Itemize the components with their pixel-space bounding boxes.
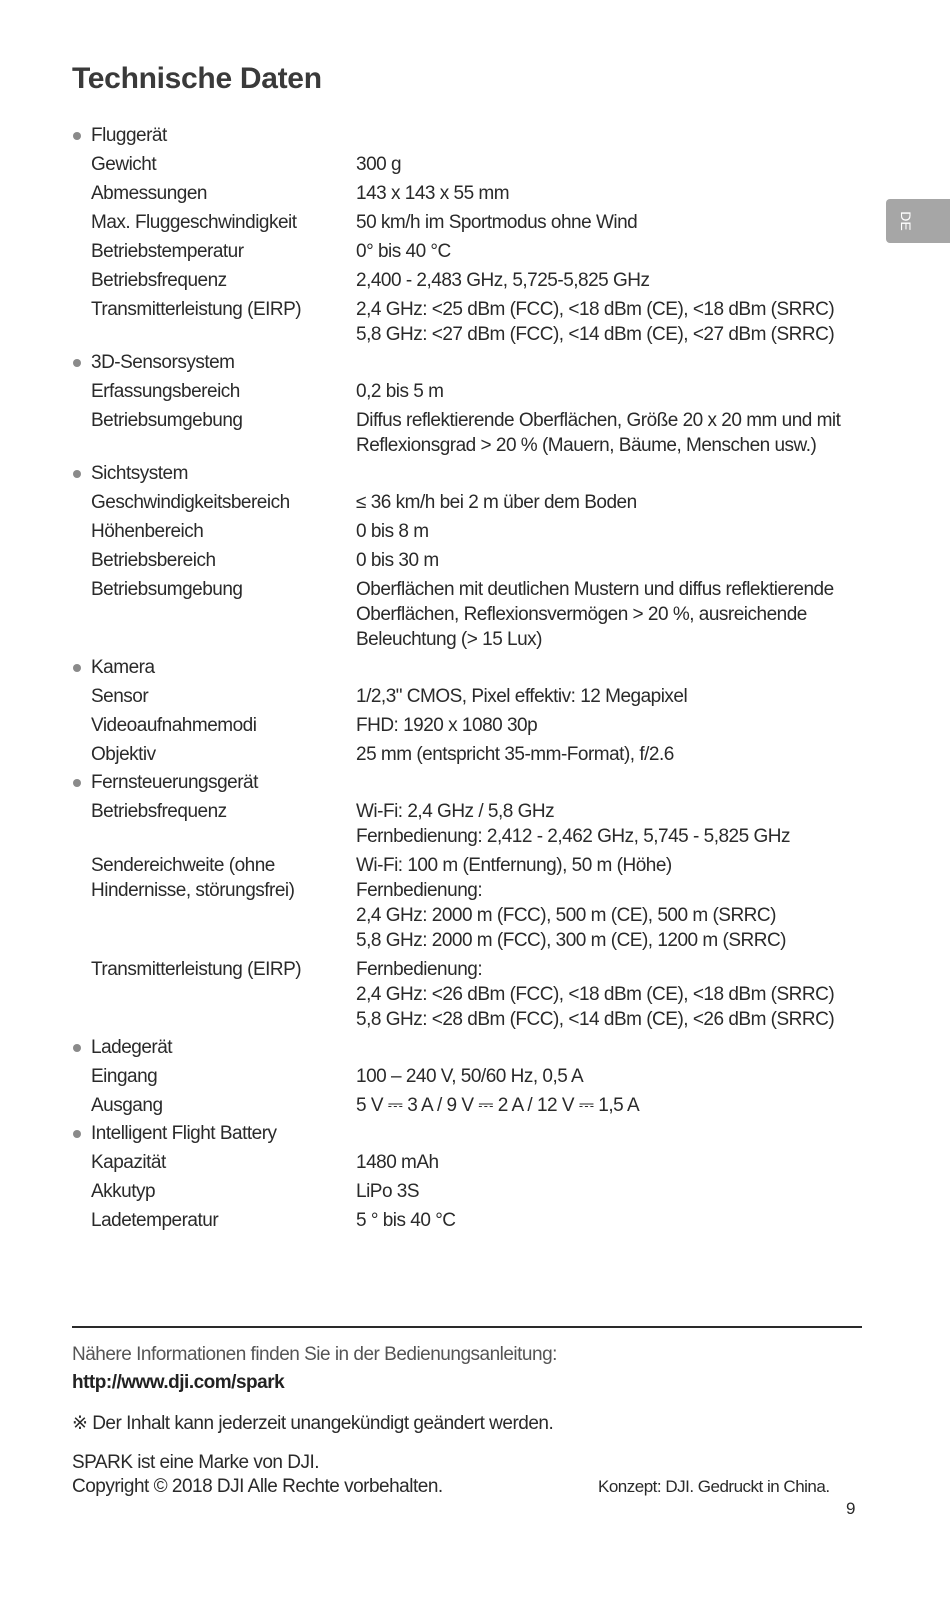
spec-value	[356, 1064, 862, 1089]
spec-value-line: 300 g	[356, 154, 402, 175]
spec-row	[72, 210, 862, 235]
spec-row	[72, 957, 862, 1032]
section-title	[72, 350, 862, 375]
spec-value	[356, 1093, 862, 1118]
spec-list	[72, 120, 862, 1233]
section-title-text: Kamera	[91, 657, 155, 678]
spec-value	[356, 519, 862, 544]
spec-value-line: 100 – 240 V, 50/60 Hz, 0,5 A	[356, 1066, 584, 1087]
bullet-icon	[73, 664, 81, 672]
spec-value	[356, 379, 862, 404]
spec-value-line: 5 ° bis 40 °C	[356, 1210, 456, 1231]
spec-label: Ladetemperatur	[91, 1210, 219, 1231]
spec-row	[72, 268, 862, 293]
spec-value-line: Diffus reflektierende Oberflächen, Größe 20 x 20 mm und mit Reflexionsgrad > 20 % (Mauern, Bäume, Menschen usw.)	[356, 410, 841, 456]
spec-value-line: 2,4 GHz: <25 dBm (FCC), <18 dBm (CE), <18 dBm (SRRC)	[356, 299, 835, 320]
spec-value-line: 0° bis 40 °C	[356, 241, 451, 262]
spec-label: Erfassungsbereich	[91, 381, 240, 402]
spec-row	[72, 152, 862, 177]
spec-row	[72, 1208, 862, 1233]
spec-label: Eingang	[91, 1066, 158, 1087]
spec-label: Objektiv	[91, 744, 156, 765]
bullet-icon	[73, 132, 81, 140]
spec-row	[72, 853, 862, 953]
divider	[72, 1326, 862, 1328]
spec-value	[356, 297, 862, 347]
section-title-text: Sichtsystem	[91, 463, 188, 484]
spec-value	[356, 1208, 862, 1233]
spec-value	[356, 1150, 862, 1175]
spec-value-line: Fernbedienung: 2,412 - 2,462 GHz, 5,745 - 5,825 GHz	[356, 826, 790, 847]
bullet-icon	[73, 470, 81, 478]
spec-row	[72, 1064, 862, 1089]
spec-value-line: 5,8 GHz: <27 dBm (FCC), <14 dBm (CE), <27 dBm (SRRC)	[356, 324, 835, 345]
more-info-text: Nähere Informationen finden Sie in der Bedienungsanleitung:	[72, 1344, 557, 1365]
spec-label: Videoaufnahmemodi	[91, 715, 257, 736]
spec-value-line: 5,8 GHz: 2000 m (FCC), 300 m (CE), 1200 m (SRRC)	[356, 930, 786, 951]
bullet-icon	[73, 359, 81, 367]
spec-label: Abmessungen	[91, 183, 207, 204]
spec-value-line: 2,4 GHz: 2000 m (FCC), 500 m (CE), 500 m (SRRC)	[356, 905, 776, 926]
spec-value-line: 25 mm (entspricht 35-mm-Format), f/2.6	[356, 744, 674, 765]
trademark-text: SPARK ist eine Marke von DJI.	[72, 1452, 320, 1473]
spec-value-line: FHD: 1920 x 1080 30p	[356, 715, 538, 736]
spec-row	[72, 408, 862, 458]
spec-label: Betriebsumgebung	[91, 579, 243, 600]
section-title-text: Fernsteuerungsgerät	[91, 772, 258, 793]
spec-value-line: 0 bis 8 m	[356, 521, 429, 542]
page-title: Technische Daten	[72, 62, 322, 95]
section-title-text: Intelligent Flight Battery	[91, 1123, 277, 1144]
language-tab	[886, 199, 950, 243]
spec-value-line: 5,8 GHz: <28 dBm (FCC), <14 dBm (CE), <26 dBm (SRRC)	[356, 1009, 835, 1030]
spec-row	[72, 519, 862, 544]
spec-row	[72, 713, 862, 738]
spec-label: Geschwindigkeitsbereich	[91, 492, 290, 513]
spec-value	[356, 799, 862, 849]
spec-value-line: Fernbedienung:	[356, 880, 483, 901]
spec-label: Betriebstemperatur	[91, 241, 244, 262]
website-link[interactable]: http://www.dji.com/spark	[72, 1372, 285, 1393]
section-title-text: 3D-Sensorsystem	[91, 352, 235, 373]
spec-label: Betriebsfrequenz	[91, 801, 227, 822]
spec-value	[356, 152, 862, 177]
spec-row	[72, 1150, 862, 1175]
bullet-icon	[73, 779, 81, 787]
spec-value	[356, 548, 862, 573]
spec-row	[72, 577, 862, 652]
spec-label: Betriebsumgebung	[91, 410, 243, 431]
bullet-icon	[73, 1130, 81, 1138]
spec-label: Sendereichweite (ohne Hindernisse, störungsfrei)	[91, 855, 295, 901]
section-title	[72, 1035, 862, 1060]
spec-value-line: 0,2 bis 5 m	[356, 381, 444, 402]
spec-value-line: ≤ 36 km/h bei 2 m über dem Boden	[356, 492, 637, 513]
spec-value-line: Wi-Fi: 2,4 GHz / 5,8 GHz	[356, 801, 555, 822]
spec-row	[72, 1093, 862, 1118]
section-title	[72, 461, 862, 486]
spec-row	[72, 684, 862, 709]
spec-label: Ausgang	[91, 1095, 163, 1116]
spec-value-line: 143 x 143 x 55 mm	[356, 183, 510, 204]
concept-text: Konzept: DJI. Gedruckt in China.	[598, 1477, 830, 1496]
page-number: 9	[846, 1499, 855, 1518]
spec-row	[72, 239, 862, 264]
bullet-icon	[73, 1044, 81, 1052]
spec-value	[356, 713, 862, 738]
spec-row	[72, 379, 862, 404]
change-notice: ※ Der Inhalt kann jederzeit unangekündigt geändert werden.	[72, 1413, 554, 1434]
spec-value	[356, 853, 862, 953]
spec-value	[356, 268, 862, 293]
spec-row	[72, 181, 862, 206]
spec-label: Betriebsfrequenz	[91, 270, 227, 291]
spec-label: Höhenbereich	[91, 521, 204, 542]
spec-label: Betriebsbereich	[91, 550, 216, 571]
spec-value-line: 1/2,3" CMOS, Pixel effektiv: 12 Megapixel	[356, 686, 688, 707]
spec-value	[356, 742, 862, 767]
spec-label: Sensor	[91, 686, 149, 707]
spec-value-line: 2,4 GHz: <26 dBm (FCC), <18 dBm (CE), <18 dBm (SRRC)	[356, 984, 835, 1005]
spec-value	[356, 684, 862, 709]
spec-value-line: 2,400 - 2,483 GHz, 5,725-5,825 GHz	[356, 270, 650, 291]
spec-row	[72, 297, 862, 347]
spec-value-line: Fernbedienung:	[356, 959, 483, 980]
section-title-text: Ladegerät	[91, 1037, 173, 1058]
spec-value	[356, 490, 862, 515]
spec-label: Kapazität	[91, 1152, 166, 1173]
section-title	[72, 655, 862, 680]
spec-value-line: LiPo 3S	[356, 1181, 420, 1202]
spec-value-line: 50 km/h im Sportmodus ohne Wind	[356, 212, 638, 233]
spec-row	[72, 548, 862, 573]
spec-value-line: Oberflächen mit deutlichen Mustern und diffus reflektierende Oberflächen, Reflexionsvermögen > 20 %, ausreichende Beleuchtung (> 15 Lux)	[356, 579, 834, 650]
copyright-text: Copyright © 2018 DJI Alle Rechte vorbehalten.	[72, 1476, 443, 1497]
spec-value	[356, 577, 862, 652]
spec-value	[356, 1179, 862, 1204]
spec-label: Transmitterleistung (EIRP)	[91, 959, 302, 980]
language-tab-label: DE	[898, 211, 914, 231]
spec-row	[72, 1179, 862, 1204]
spec-value	[356, 239, 862, 264]
spec-value-line: 0 bis 30 m	[356, 550, 439, 571]
spec-label: Max. Fluggeschwindigkeit	[91, 212, 297, 233]
spec-value-line: Wi-Fi: 100 m (Entfernung), 50 m (Höhe)	[356, 855, 672, 876]
section-title-text: Fluggerät	[91, 125, 167, 146]
spec-row	[72, 799, 862, 849]
spec-value	[356, 957, 862, 1032]
section-title	[72, 123, 862, 148]
spec-row	[72, 490, 862, 515]
spec-row	[72, 742, 862, 767]
section-title	[72, 1121, 862, 1146]
spec-label: Gewicht	[91, 154, 157, 175]
spec-label: Akkutyp	[91, 1181, 156, 1202]
spec-value	[356, 181, 862, 206]
section-title	[72, 770, 862, 795]
spec-value	[356, 408, 862, 458]
spec-label: Transmitterleistung (EIRP)	[91, 299, 302, 320]
spec-value-line: 1480 mAh	[356, 1152, 439, 1173]
spec-value	[356, 210, 862, 235]
spec-value-line: 5 V ⎓ 3 A / 9 V ⎓ 2 A / 12 V ⎓ 1,5 A	[356, 1095, 640, 1116]
